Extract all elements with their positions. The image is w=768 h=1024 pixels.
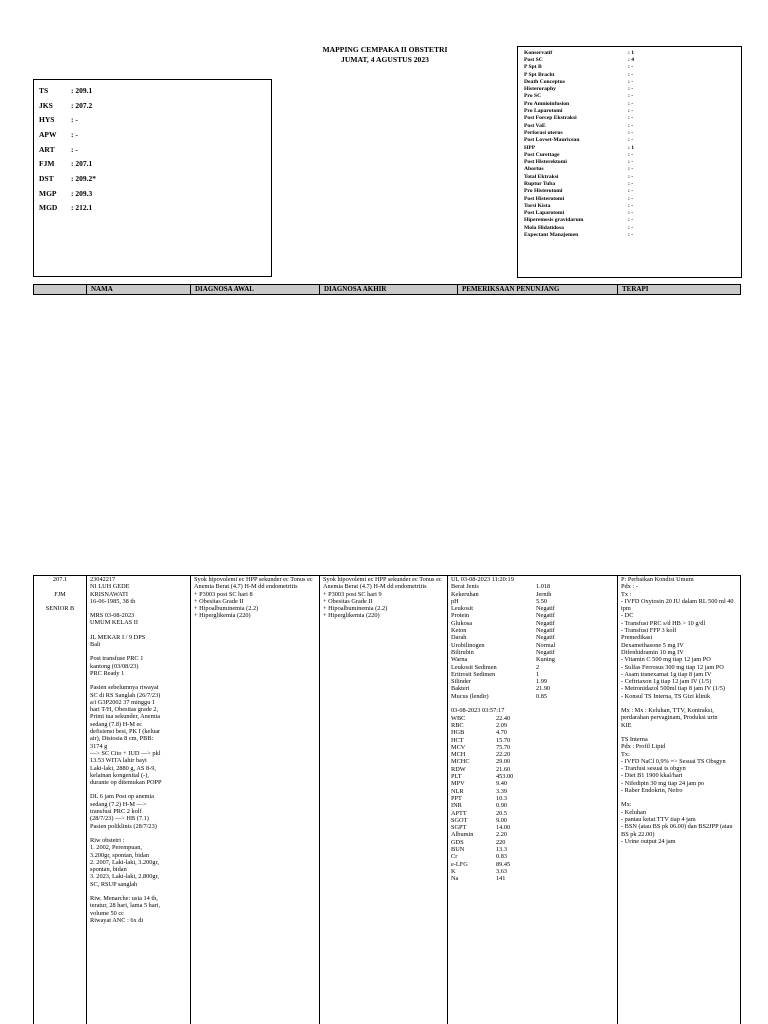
diagnosa-awal-cell: [190, 576, 319, 1024]
lab-row: [451, 780, 614, 787]
lab-name: PPT: [451, 794, 462, 802]
procedure-name: Post Forcep Ekstraksi: [524, 115, 577, 122]
procedure-row: [524, 137, 735, 144]
room-code: APW: [39, 129, 57, 139]
lab-row: [451, 634, 614, 641]
lab-value: 15.70: [496, 736, 511, 744]
procedure-count: : -: [628, 115, 634, 122]
procedure-row: [524, 224, 735, 231]
lab-name: e-LFG: [451, 860, 468, 868]
lab-value: 75.70: [496, 743, 511, 751]
lab-name: MCHC: [451, 758, 470, 766]
header-room: [34, 285, 86, 294]
procedure-row: [524, 49, 735, 56]
procedure-name: Pro Histerotomi: [524, 188, 563, 195]
procedure-name: Total Ektraksi: [524, 173, 559, 180]
identity-paragraph: Riw. Menarche: usia 14 th, teratur, 28 hari, lama 5 hari, volume 50 cc Riwayat ANC : 6x di: [90, 894, 161, 924]
lab-value: 9.00: [496, 816, 508, 824]
procedure-name: HPP: [524, 144, 536, 151]
lab-value: Negatif: [536, 612, 555, 620]
lab-value: Negatif: [536, 648, 555, 656]
lab-row: [451, 627, 614, 634]
procedure-row: [524, 173, 735, 180]
lab-row: [451, 802, 614, 809]
procedure-name: Ruptur Tuba: [524, 180, 556, 187]
blood-lab-header: 03-08-2023 03:57:17: [451, 707, 505, 715]
lab-row: [451, 766, 614, 773]
identity-paragraph: 23042217 NI LUH GEDE KRISNAWATI 16-06-1985, 38 th: [90, 576, 136, 605]
procedure-name: Pro Amnioinfusion: [524, 100, 570, 107]
lab-name: Bakteri: [451, 685, 470, 693]
room-value: : -: [71, 144, 78, 154]
room-code: MGD: [39, 203, 58, 213]
procedure-count: : -: [628, 151, 634, 158]
procedure-name: P Spt B: [524, 64, 542, 71]
room-assignment-box: [33, 79, 272, 277]
room-code: MGP: [39, 188, 57, 198]
procedure-name: Expectant Manajemen: [524, 232, 579, 239]
lab-name: Protein: [451, 612, 470, 620]
procedure-count: : 4: [628, 56, 635, 63]
procedure-row: [524, 144, 735, 151]
procedure-name: Pro SC: [524, 93, 542, 100]
lab-value: 4.70: [496, 729, 508, 737]
procedure-name: Histeroraphy: [524, 86, 556, 93]
header-nama: NAMA: [86, 285, 190, 294]
procedure-name: Perforasi uterus: [524, 129, 563, 136]
procedure-row: [524, 56, 735, 63]
lab-row: [451, 693, 614, 700]
lab-row: [451, 722, 614, 729]
lab-value: 0.85: [536, 692, 548, 700]
procedure-count: : -: [628, 217, 634, 224]
lab-row: [451, 620, 614, 627]
room-value: : -: [71, 115, 78, 125]
room-row: [39, 83, 266, 98]
lab-name: HGB: [451, 729, 465, 737]
lab-value: 141: [496, 875, 506, 883]
lab-name: Albumin: [451, 831, 474, 839]
room-value: : 209.3: [71, 188, 93, 198]
lab-row: [451, 605, 614, 612]
lab-value: Negatif: [536, 619, 555, 627]
lab-row: [451, 678, 614, 685]
procedure-count: : -: [628, 71, 634, 78]
lab-value: 3.63: [496, 867, 508, 875]
document-title: [250, 45, 520, 65]
lab-row: [451, 875, 614, 882]
lab-name: Leukosit: [451, 605, 474, 613]
procedure-count: : -: [628, 86, 634, 93]
lab-value: 2.20: [496, 831, 508, 839]
lab-name: PLT: [451, 773, 462, 781]
lab-row: [451, 817, 614, 824]
lab-value: 453.00: [496, 773, 514, 781]
lab-row: [451, 729, 614, 736]
lab-row: [451, 671, 614, 678]
lab-name: Kekeruhan: [451, 590, 479, 598]
lab-name: Bilirubin: [451, 648, 474, 656]
procedure-count: : -: [628, 78, 634, 85]
procedure-name: Post Lovset-Mauriceau: [524, 137, 580, 144]
procedure-name: Abortus: [524, 166, 544, 173]
room-value: : 209.1: [71, 85, 93, 95]
lab-row: [451, 868, 614, 875]
lab-name: Eritrosit Sedimen: [451, 670, 496, 678]
identity-paragraph: JL MEKAR I / 9 DPS Bali: [90, 633, 146, 649]
lab-name: Urobilinogen: [451, 641, 485, 649]
procedure-row: [524, 202, 735, 209]
lab-row: [451, 824, 614, 831]
lab-name: GDS: [451, 838, 464, 846]
lab-row: [451, 649, 614, 656]
lab-name: Keton: [451, 627, 467, 635]
room-row: [39, 201, 266, 216]
procedure-name: Death Conceptus: [524, 78, 565, 85]
lab-name: RDW: [451, 765, 466, 773]
procedure-row: [524, 217, 735, 224]
procedure-count: : -: [628, 159, 634, 166]
lab-value: 9.40: [496, 780, 508, 788]
lab-row: [451, 853, 614, 860]
lab-row: [451, 591, 614, 598]
lab-value: 22.40: [496, 714, 511, 722]
room-code: FJM: [39, 159, 55, 169]
procedure-count: : -: [628, 122, 634, 129]
lab-name: RBC: [451, 721, 464, 729]
lab-name: WBC: [451, 714, 466, 722]
procedure-name: Hiperemesis gravidarum: [524, 217, 584, 224]
lab-value: 20.5: [496, 809, 508, 817]
room-code: ART: [39, 144, 55, 154]
procedure-count: : -: [628, 180, 634, 187]
lab-name: BUN: [451, 845, 465, 853]
header-diagnosa-awal: DIAGNOSA AWAL: [190, 285, 319, 294]
lab-name: Leukosit Sedimen: [451, 663, 497, 671]
lab-row: [451, 795, 614, 802]
doctor-code: FJM: [54, 590, 66, 598]
lab-name: SGPT: [451, 824, 467, 832]
lab-value: Jernih: [536, 590, 552, 598]
procedure-row: [524, 129, 735, 136]
lab-row: [451, 715, 614, 722]
lab-value: Normal: [536, 641, 556, 649]
lab-row: [451, 612, 614, 619]
room-code: DST: [39, 173, 54, 183]
lab-name: MPV: [451, 780, 465, 788]
lab-value: 220: [496, 838, 506, 846]
lab-row: [451, 598, 614, 605]
lab-row: [451, 656, 614, 663]
lab-value: 1.018: [536, 583, 551, 591]
room-cell: [34, 576, 86, 1024]
procedure-count: : -: [628, 224, 634, 231]
procedure-count: : -: [628, 166, 634, 173]
room-value: : 212.1: [71, 203, 93, 213]
terapi-paragraph: P: Perbaikan Kondisi Umum Pdx : - Tx : - IVFD Oxytosin 20 IU dalam RL 500 ml 40 tpm - DC - Transfusi PRC s/d HB > 10 g/dl - Transfusi FFP 3 kolf Premedikasi Dexamethasone 5 mg IV Difenhidramin 10 mg IV - Vitamin C 500 mg tiap 12 jam PO - Sulfas Ferrosus 300 mg tiap 12 jam PO - Asam tranexamat 1g tiap 8 jam IV - Ceftriaxon 1g tiap 12 jam IV (1/5) - Metronidazol 500ml tiap 8 jam IV (1/5) - Konsul TS Interna, TS Gizi klinik: [621, 576, 734, 700]
procedure-count: : -: [628, 108, 634, 115]
table-header: [33, 284, 741, 295]
lab-row: [451, 839, 614, 846]
room-row: [39, 127, 266, 142]
procedure-row: [524, 188, 735, 195]
lab-name: Na: [451, 875, 459, 883]
lab-name: Warna: [451, 656, 468, 664]
patient-row: [33, 575, 741, 1024]
procedure-row: [524, 107, 735, 114]
procedure-row: [524, 93, 735, 100]
lab-value: Negatif: [536, 605, 555, 613]
lab-name: Mucus (lendir): [451, 692, 489, 700]
room-value: : 207.2: [71, 100, 93, 110]
procedure-row: [524, 122, 735, 129]
lab-value: 22.20: [496, 751, 511, 759]
procedure-name: Mola Hidatidosa: [524, 224, 564, 231]
procedure-count: : -: [628, 232, 634, 239]
lab-value: Kuning: [536, 656, 555, 664]
procedure-row: [524, 180, 735, 187]
procedure-row: [524, 195, 735, 202]
diagnosa-akhir-cell: [319, 576, 447, 1024]
lab-row: [451, 751, 614, 758]
lab-row: [451, 831, 614, 838]
procedure-row: [524, 71, 735, 78]
procedure-count: : -: [628, 100, 634, 107]
lab-value: 1.99: [536, 678, 548, 686]
procedure-name: Post Curettage: [524, 151, 560, 158]
procedure-count: : -: [628, 173, 634, 180]
lab-name: Berat Jenis: [451, 583, 479, 591]
lab-name: pH: [451, 597, 459, 605]
lab-row: [451, 664, 614, 671]
room-row: [39, 98, 266, 113]
lab-value: 14.00: [496, 824, 511, 832]
lab-name: MCH: [451, 751, 466, 759]
procedure-count: : -: [628, 129, 634, 136]
lab-name: NLR: [451, 787, 464, 795]
lab-value: 29.00: [496, 758, 511, 766]
lab-name: Darah: [451, 634, 467, 642]
procedure-row: [524, 210, 735, 217]
lab-name: K: [451, 867, 456, 875]
lab-value: Negatif: [536, 627, 555, 635]
procedure-row: [524, 64, 735, 71]
procedure-count: : -: [628, 195, 634, 202]
procedure-name: Post Laparotomi: [524, 210, 565, 217]
identity-paragraph: Riw obstetri : 1. 2002, Perempuan, 3.200gr, spontan, bidan 2. 2007, Laki-laki, 3.200gr, spontan, bidan 3. 2023, Laki-laki, 2.800gr, SC, RSUP sanglah: [90, 836, 160, 888]
diagnosa-akhir-text: Syok hipovolemi ec HPP sekunder ec Tonus ec Anemia Berat (4.7) H-M dd endometritis + P3003 post SC hari 9 + Obesitas Grade II + Hipoalbuminemia (2.2) + Hiperglikemia (220): [323, 576, 442, 620]
terapi-paragraph: TS Interna Pdx : Profil Lipid Tx: - IVFD NaCl 0,9% => Sesuai TS Obsgyn - Tranfusi sesuai ts obgyn - Diet B1 1900 kkal/hari - Nifedipin 30 mg tiap 24 jam po - Raber Endokrin, Nefro: [621, 735, 726, 795]
terapi-paragraph: Mx : Mx : Keluhan, TTV, Kontraksi, perdarahan pervaginam, Produksi urin KIE: [621, 707, 718, 729]
procedure-row: [524, 231, 735, 238]
title-line-1: MAPPING CEMPAKA II OBSTETRI: [322, 45, 448, 54]
lab-name: APTT: [451, 809, 467, 817]
header-diagnosa-akhir: DIAGNOSA AKHIR: [319, 285, 457, 294]
procedure-name: Post VaE: [524, 122, 546, 129]
senior-label: SENIOR B: [45, 605, 75, 613]
lab-name: MCV: [451, 743, 466, 751]
title-line-2: JUMAT, 4 AGUSTUS 2023: [341, 55, 429, 64]
procedure-name: Post Histerotomi: [524, 195, 565, 202]
identity-paragraph: MRS 03-08-2023 UMUM KELAS II: [90, 612, 138, 627]
room-number: 207.1: [52, 576, 68, 583]
procedure-name: Post SC: [524, 56, 543, 63]
lab-value: 21.60: [496, 765, 511, 773]
lab-value: Negatif: [536, 634, 555, 642]
lab-row: [451, 737, 614, 744]
room-row: [39, 142, 266, 157]
lab-row: [451, 744, 614, 751]
pemeriksaan-penunjang-cell: [447, 576, 617, 1024]
procedure-count: : -: [628, 137, 634, 144]
lab-name: Cr: [451, 853, 458, 861]
room-row: [39, 171, 266, 186]
header-terapi: TERAPI: [617, 285, 742, 294]
lab-row: [451, 685, 614, 692]
room-row: [39, 186, 266, 201]
lab-row: [451, 773, 614, 780]
lab-value: 13.3: [496, 845, 508, 853]
room-row: [39, 156, 266, 171]
lab-name: Glukosa: [451, 619, 472, 627]
procedure-row: [524, 78, 735, 85]
procedure-row: [524, 151, 735, 158]
procedure-name: Torsi Kista: [524, 202, 551, 209]
procedure-count: : -: [628, 64, 634, 71]
room-value: : 209.2*: [71, 173, 96, 183]
room-code: TS: [39, 85, 49, 95]
procedure-summary-box: [517, 46, 742, 278]
lab-value: 2: [536, 663, 540, 671]
lab-value: 1: [536, 670, 540, 678]
procedure-count: : -: [628, 93, 634, 100]
room-code: JKS: [39, 100, 53, 110]
lab-row: [451, 758, 614, 765]
room-value: : -: [71, 129, 78, 139]
lab-row: [451, 642, 614, 649]
procedure-count: : -: [628, 188, 634, 195]
lab-row: [451, 788, 614, 795]
lab-value: 0.83: [496, 853, 508, 861]
lab-row: [451, 583, 614, 590]
procedure-name: Pro Laparotomi: [524, 108, 563, 115]
lab-value: 5.50: [536, 597, 548, 605]
lab-value: 0.90: [496, 802, 508, 810]
diagnosa-awal-text: Syok hipovolemi ec HPP sekunder ec Tonus ec Anemia Berat (4.7) H-M dd endometritis + P3003 post SC hari 8 + Obesitas Grade II + Hipoalbuminemia (2.2) + Hiperglikemia (220): [194, 576, 313, 620]
terapi-cell: [617, 576, 742, 1024]
procedure-name: Konservatif: [524, 49, 553, 56]
procedure-row: [524, 115, 735, 122]
lab-name: Silinder: [451, 678, 471, 686]
room-value: : 207.1: [71, 159, 93, 169]
procedure-row: [524, 85, 735, 92]
identity-paragraph: Post transfuse PRC 1 kantong (03/08/23) PRC Ready 1: [90, 655, 144, 677]
header-pemeriksaan-penunjang: PEMERIKSAAN PENUNJANG: [457, 285, 617, 294]
nama-cell: [86, 576, 190, 1024]
lab-value: 10.3: [496, 794, 508, 802]
identity-paragraph: Pasien sebelumnya riwayat SC di RS Sanglah (26/7/23) a/i G3P2002 37 minggu 1 hari T/H, Obesitas grade 2, Primi tua sekunder, Anemia sedang (7.8) H-M ec defisiensi besi, PK I (keluar air), Distosia 8 cm, PBB: 3174 g —> SC Cito + IUD —> pkl 13.53 WITA lahir bayi Laki-laki, 2880 g, AS 8-9, kelainan kongenital (-), durante op ditemukan POPP: [90, 684, 162, 787]
procedure-name: P Spt Bracht: [524, 71, 555, 78]
room-code: HYS: [39, 115, 55, 125]
lab-value: 21.90: [536, 685, 551, 693]
urinalysis-header: UL 03-08-2023 11:20:19: [451, 576, 514, 583]
lab-value: 3.39: [496, 787, 508, 795]
lab-name: SGOT: [451, 816, 468, 824]
lab-name: HCT: [451, 736, 464, 744]
procedure-count: : 1: [628, 144, 635, 151]
lab-row: [451, 846, 614, 853]
lab-row: [451, 810, 614, 817]
lab-row: [451, 861, 614, 868]
procedure-row: [524, 166, 735, 173]
room-row: [39, 112, 266, 127]
procedure-row: [524, 100, 735, 107]
procedure-count: : -: [628, 202, 634, 209]
procedure-count: : 1: [628, 49, 635, 56]
procedure-name: Post Histerektomi: [524, 159, 567, 166]
procedure-row: [524, 158, 735, 165]
lab-value: 2.09: [496, 721, 508, 729]
terapi-paragraph: Mx: - Keluhan - pantau ketat TTV tiap 4 jam - BSN (atau BS pk 06.00) dan BS2JPP (atau BS pk 22.00) - Urine output 24 jam: [621, 801, 733, 845]
lab-name: INR: [451, 802, 462, 810]
lab-value: 89.45: [496, 860, 511, 868]
identity-paragraph: DL 6 jam Post op anemia sedang (7.2) H-M —> transfusi PRC 2 kolf (28/7/23) —> HB (7.1) Pasien poliklinis (28/7/23): [90, 793, 157, 830]
procedure-count: : -: [628, 210, 634, 217]
